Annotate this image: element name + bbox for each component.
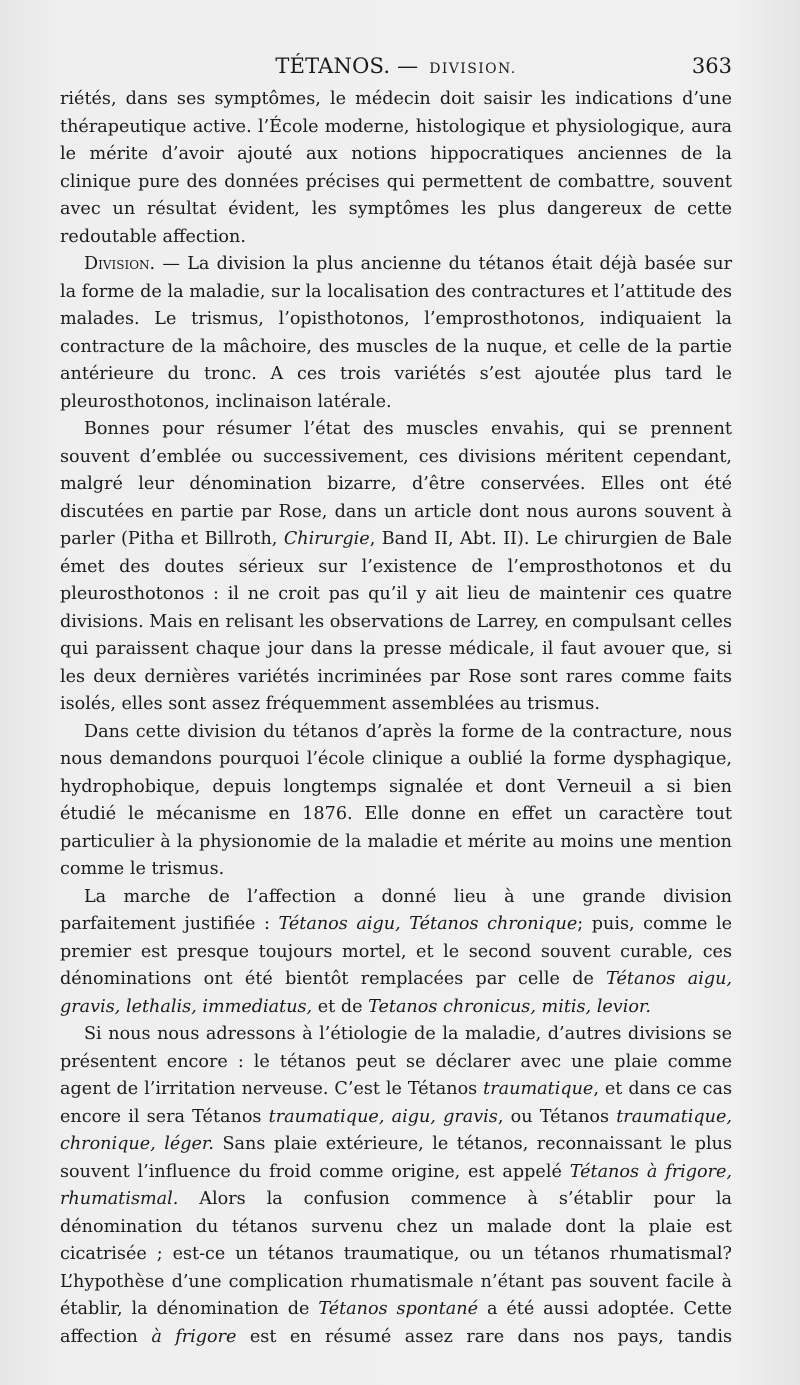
paragraph-p2 (60, 251, 732, 416)
text-run: , Band II, Abt. II). Le chirurgien de Bale émet des doutes sérieux sur l’existence de l’emprosthotonos et du pleurosthotonos : il ne croit pas qu’il y ait lieu de maintenir ces quatre divisions. Mais en relisant les observations de Larrey, en compulsant celles qui paraissent chaque jour dans la presse médicale, il faut avouer que, si les deux dernières variétés incriminées par Rose sont rares comme faits isolés, elles sont assez fréquemment assemblées au trismus. (60, 529, 732, 714)
text-run: , ou Tétanos (497, 1106, 617, 1127)
italic-text: traumatique, aigu, gravis (268, 1106, 498, 1127)
paragraph-p6 (60, 1021, 732, 1351)
header-title: TÉTANOS. (275, 54, 391, 78)
text-run: Si nous nous adressons à l’étiologie de la maladie, d’autres divisions se présentent encore : le tétanos peut se déclarer avec une plaie comme agent de l’irritation nerveuse. C’est le Tétanos (60, 1024, 732, 1099)
section-label: Division. (84, 254, 156, 274)
italic-text: Tétanos aigu, gravis, lethalis, immediatus, (60, 969, 733, 1017)
text-run: Alors la confusion commence à s’établir pour la dénomination du tétanos survenu chez un malade dont la plaie est cicatrisée ; est-ce un tétanos traumatique, ou un tétanos rhumatismal? L’hypothèse d’une complication rhumatismale n’étant pas souvent facile à établir, la dénomination de (60, 1189, 732, 1319)
text-body (60, 86, 732, 1351)
italic-text: traumatique, chronique, léger. (60, 1106, 732, 1154)
paragraph-p3 (60, 416, 732, 719)
italic-text: Tétanos aigu, Tétanos chronique (278, 914, 578, 934)
running-title (60, 48, 732, 87)
text-run: Sans plaie extérieure, le tétanos, reconnaissant le plus souvent l’influence du froid comme origine, est appelé (60, 1134, 732, 1182)
page-number: 363 (691, 54, 732, 78)
text-run: et de (312, 996, 369, 1017)
running-header (60, 48, 732, 84)
italic-text: Chirurgie (283, 529, 370, 549)
text-run: Bonnes pour résumer l’état des muscles envahis, qui se prennent souvent d’emblée ou successivement, ces divisions méritent cependant, malgré leur dénomination bizarre, d’être conservées. Elles ont été discutées en partie par Rose, dans un article dont nous aurons souvent à parler (Pitha et Billroth, (60, 419, 732, 549)
italic-text: Tétanos à frigore, rhumatismal. (60, 1161, 732, 1209)
italic-text: Tétanos spontané (318, 1299, 479, 1319)
text-run: La marche de l’affection a donné lieu à une grande division parfaitement justifiée : (60, 886, 732, 934)
header-dash: — (390, 54, 426, 78)
text-run: est en résumé assez rare dans nos pays, tandis (236, 1326, 733, 1347)
paragraph-p5 (60, 884, 732, 1022)
italic-text: à frigore (151, 1326, 237, 1347)
text-run: Dans cette division du tétanos d’après la forme de la contracture, nous nous demandons pourquoi l’école clinique a oublié la forme dysphagique, hydrophobique, depuis longtemps signalée et dont Verneuil a si bien étudié le mécanisme en 1876. Elle donne en effet un caractère tout particulier à la physionomie de la maladie et mérite au moins une mention comme le trismus. (60, 721, 732, 879)
italic-text: Tetanos chronicus, mitis, levior. (368, 996, 652, 1017)
text-run: a été aussi adoptée. Cette affection (60, 1299, 732, 1347)
text-run: , et dans ce cas encore il sera Tétanos (60, 1079, 732, 1127)
header-subtitle: DIVISION. (429, 61, 517, 77)
paragraph-p4 (60, 719, 732, 884)
text-run: — La division la plus ancienne du tétanos était déjà basée sur la forme de la maladie, sur la localisation des contractures et l’attitude des malades. Le trismus, l’opisthotonos, l’emprosthotonos, indiquaient la contracture de la mâchoire, des muscles de la nuque, et celle de la partie antérieure du tronc. A ces trois variétés s’est ajoutée plus tard le pleurosthotonos, inclinaison latérale. (60, 254, 732, 412)
text-run: ; puis, comme le premier est presque toujours mortel, et le second souvent curable, ces dénominations ont été bientôt remplacées par celle de (60, 914, 732, 989)
text-run: riétés, dans ses symptômes, le médecin doit saisir les indications d’une thérapeutique active. l’École moderne, histologique et physiologique, aura le mérite d’avoir ajouté aux notions hippocratiques anciennes de la clinique pure des données précises qui permettent de combattre, souvent avec un résultat évident, les symptômes les plus dangereux de cette redoutable affection. (60, 89, 732, 247)
paragraph-p1 (60, 86, 732, 251)
italic-text: traumatique (483, 1079, 594, 1099)
